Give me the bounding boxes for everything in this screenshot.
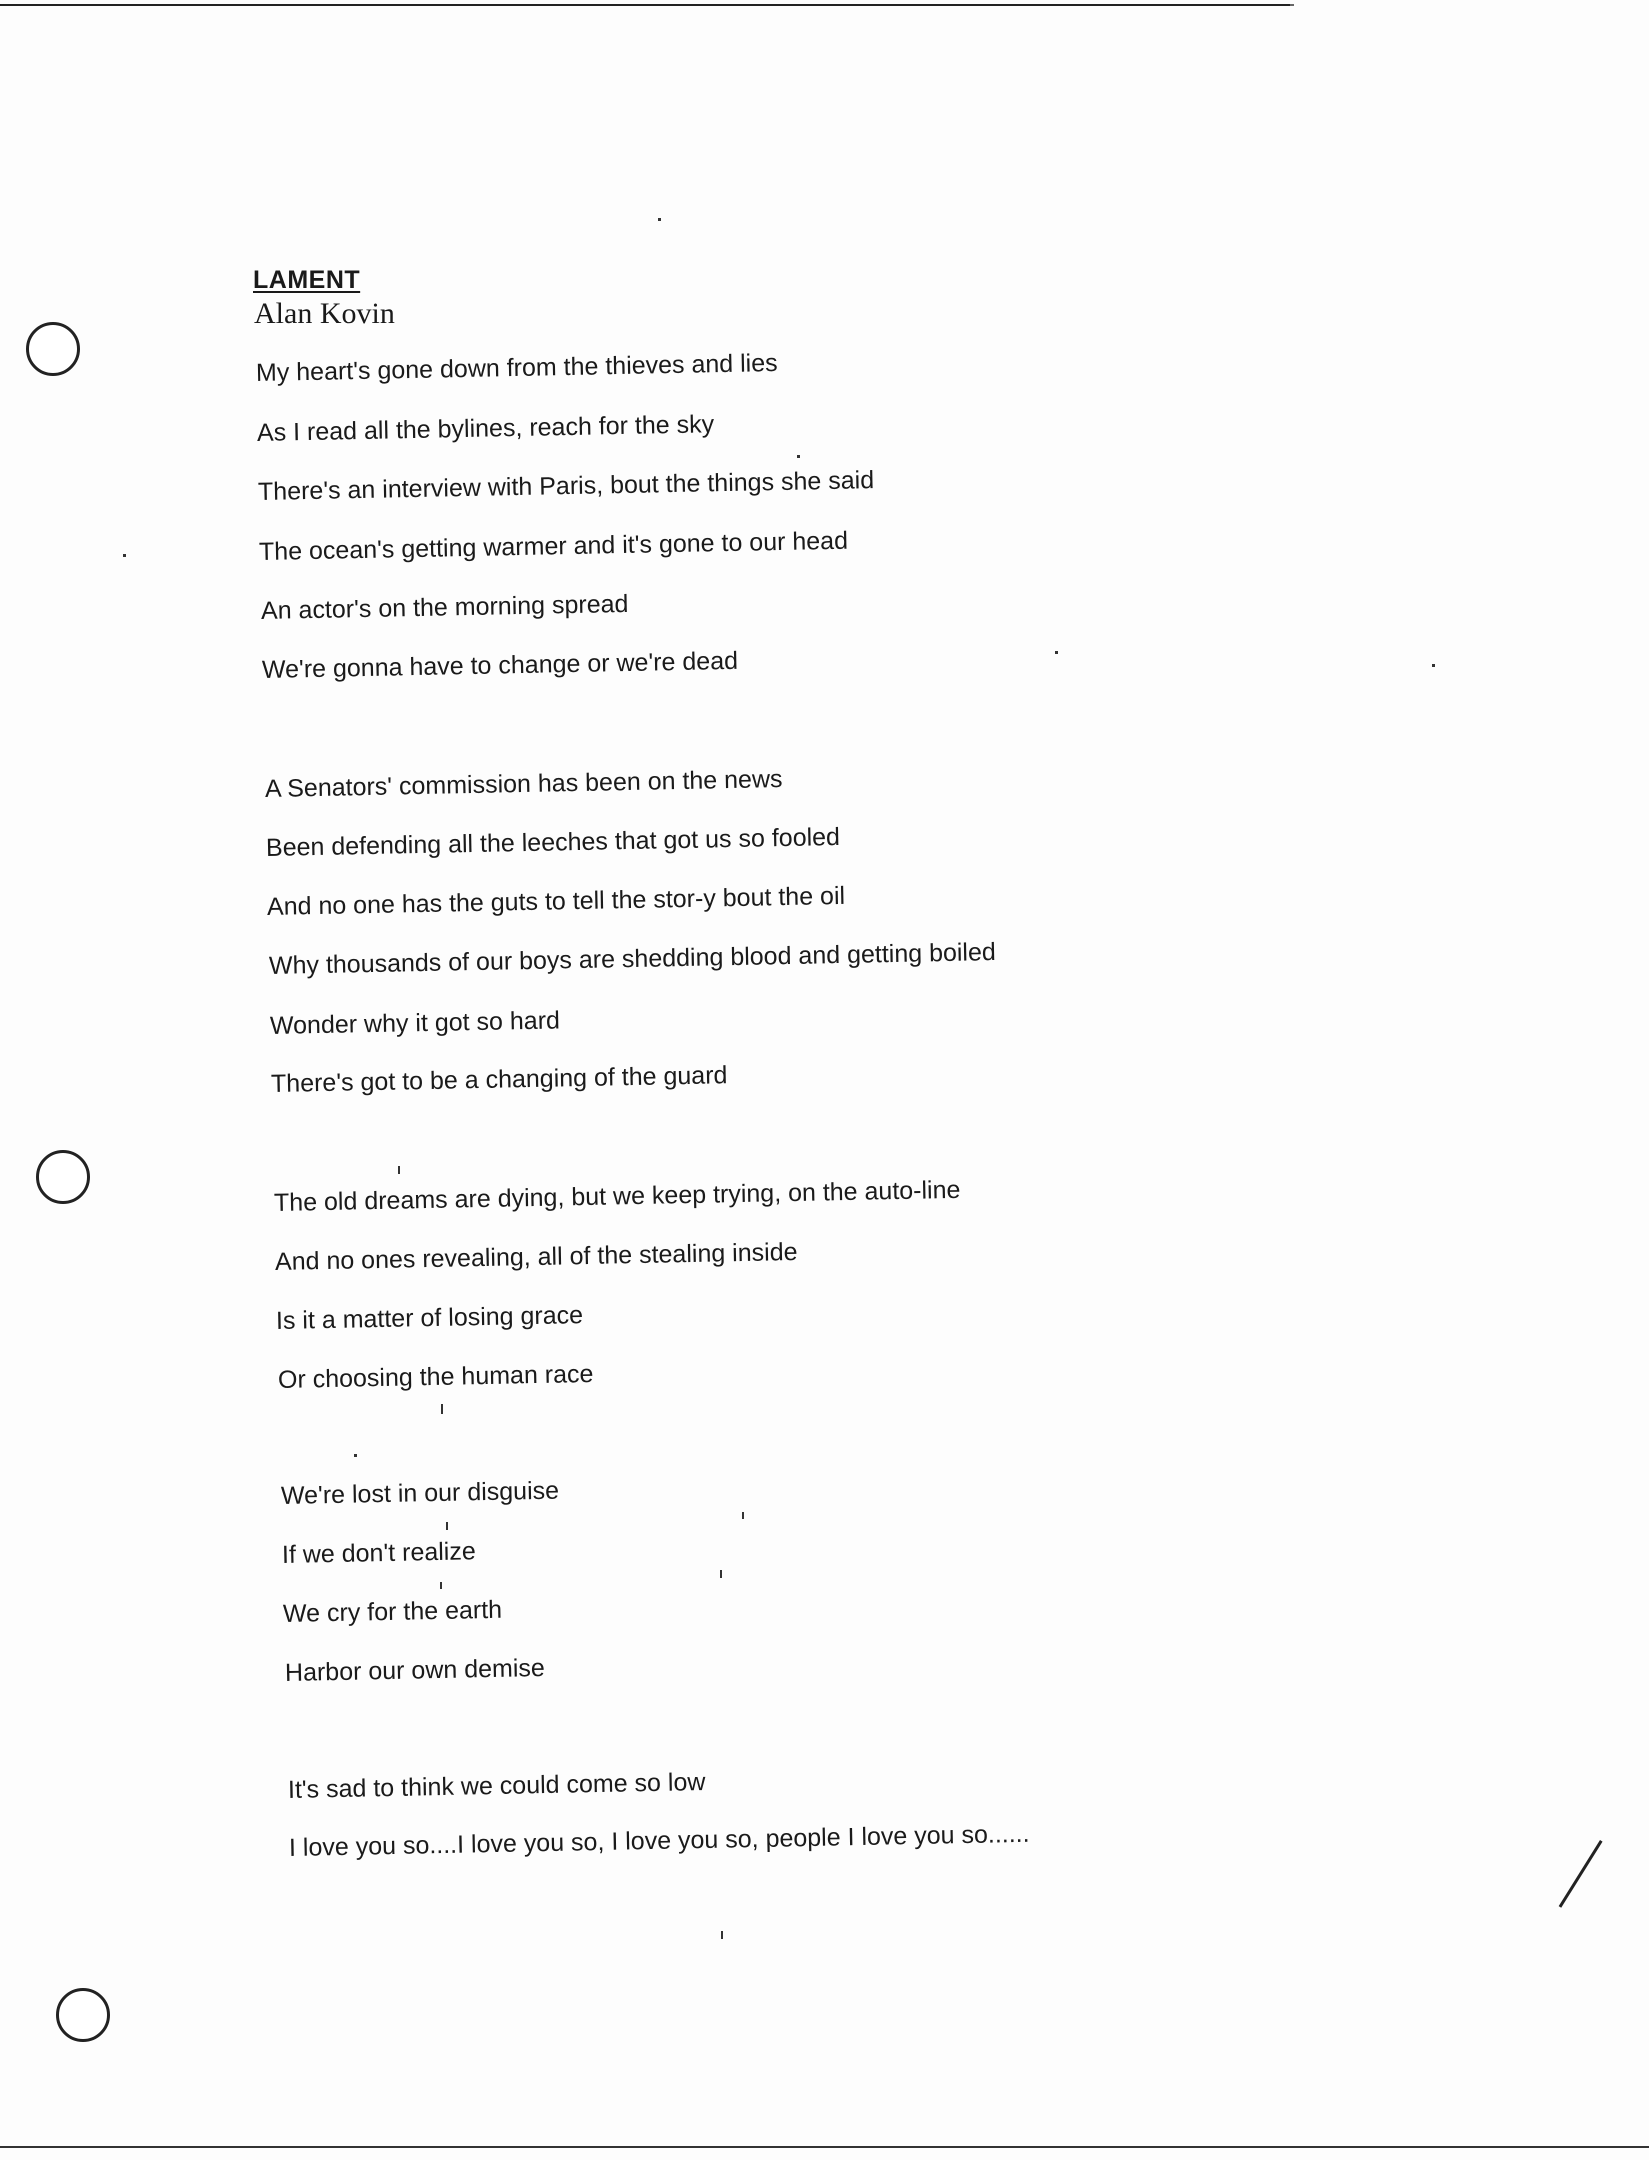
poem-line: I love you so....I love you so, I love you so, people I love you so...... bbox=[288, 1819, 1030, 1862]
poem-line: A Senators' commission has been on the news bbox=[264, 765, 783, 803]
poem-line: Or choosing the human race bbox=[277, 1359, 594, 1394]
scan-speck bbox=[354, 1454, 357, 1457]
poem-line: Harbor our own demise bbox=[284, 1654, 546, 1687]
poem-title: LAMENT bbox=[253, 266, 361, 294]
scan-speck bbox=[797, 455, 800, 458]
punch-hole-icon bbox=[56, 1988, 110, 2042]
poem-line: And no one has the guts to tell the stor-y bout the oil bbox=[266, 881, 846, 921]
scan-edge-top bbox=[0, 4, 1290, 6]
poem-line: As I read all the bylines, reach for the sky bbox=[256, 410, 715, 447]
poem-line: Why thousands of our boys are shedding blood and getting boiled bbox=[268, 938, 997, 980]
scan-speck bbox=[1055, 651, 1058, 654]
scan-speck bbox=[720, 1570, 722, 1578]
poem-line: The ocean's getting warmer and it's gone to our head bbox=[258, 526, 849, 566]
poem-line: If we don't realize bbox=[281, 1537, 476, 1569]
scan-speck bbox=[123, 554, 126, 557]
poem-line: There's got to be a changing of the guard bbox=[270, 1061, 728, 1098]
poem-line: And no ones revealing, all of the stealing inside bbox=[274, 1237, 798, 1276]
poem-line: Is it a matter of losing grace bbox=[275, 1301, 584, 1335]
poem-line: We're gonna have to change or we're dead bbox=[261, 646, 739, 684]
scan-speck bbox=[446, 1522, 448, 1530]
poem-line: It's sad to think we could come so low bbox=[287, 1767, 706, 1804]
poem-line: Wonder why it got so hard bbox=[269, 1006, 561, 1040]
scan-speck bbox=[1432, 664, 1435, 667]
scan-speck bbox=[658, 218, 661, 221]
poem-line: Been defending all the leeches that got us so fooled bbox=[265, 822, 841, 862]
scan-speck bbox=[441, 1404, 443, 1414]
poem-line: My heart's gone down from the thieves and lies bbox=[255, 348, 778, 387]
poem-line: The old dreams are dying, but we keep trying, on the auto-line bbox=[273, 1175, 961, 1217]
poem-line: We cry for the earth bbox=[282, 1595, 503, 1628]
scan-speck bbox=[721, 1931, 723, 1939]
pen-mark bbox=[1559, 1840, 1603, 1908]
scan-speck bbox=[440, 1582, 442, 1589]
punch-hole-icon bbox=[36, 1150, 90, 1204]
poem-line: We're lost in our disguise bbox=[280, 1476, 560, 1510]
scan-edge-top-tail bbox=[1290, 4, 1294, 6]
punch-hole-icon bbox=[26, 322, 80, 376]
scan-speck bbox=[742, 1512, 744, 1519]
poem-line: There's an interview with Paris, bout the things she said bbox=[257, 466, 875, 506]
scan-speck bbox=[398, 1166, 400, 1174]
scan-edge-bottom bbox=[0, 2146, 1649, 2148]
poem-line: An actor's on the morning spread bbox=[260, 589, 629, 625]
poem-author: Alan Kovin bbox=[254, 297, 395, 330]
